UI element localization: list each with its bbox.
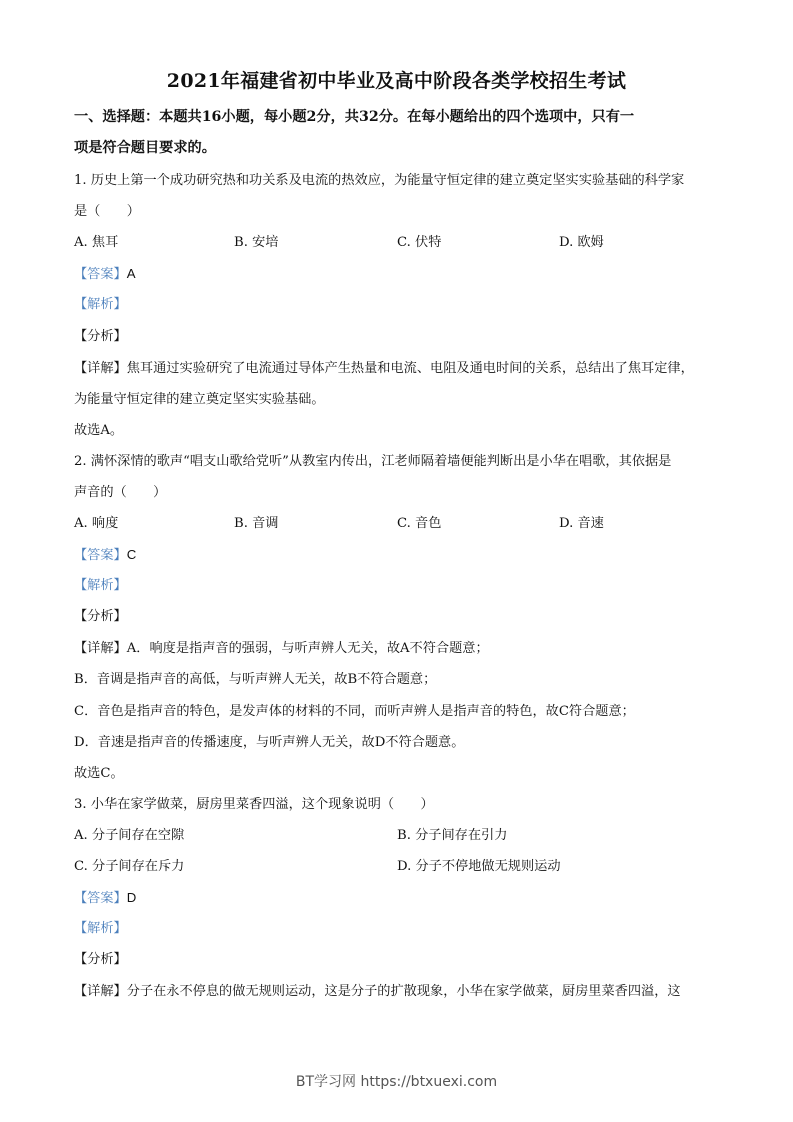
q3-option-a: A. 分子间存在空隙 [74,828,185,843]
q2-detail-line1: 【详解】A．响度是指声音的强弱，与听声辨人无关，故A不符合题意； [74,641,489,656]
q3-stem-line1: 3. 小华在家学做菜，厨房里菜香四溢，这个现象说明（ ） [74,797,434,812]
q1-jiexi-label: 【解析】 [74,297,127,312]
q3-detail-line1: 【详解】分子在永不停息的做无规则运动，这是分子的扩散现象，小华在家学做菜，厨房里菜香四溢，这 [74,984,681,999]
q3-answer [74,889,136,908]
q2-option-b: B. 音调 [234,516,279,531]
q1-option-a: A. 焦耳 [74,235,119,250]
answer-label: 【答案】 [74,548,127,563]
q1-fenxi-label: 【分析】 [74,329,127,344]
q1-option-c: C. 伏特 [397,235,442,250]
answer-label: 【答案】 [74,267,127,282]
detail-label: 【详解】 [74,361,127,376]
q1-stem-line1: 1. 历史上第一个成功研究热和功关系及电流的热效应，为能量守恒定律的建立奠定坚实实验基础的科学家 [74,173,685,188]
answer-value: C [126,547,137,562]
q3-option-b: B. 分子间存在引力 [397,828,508,843]
answer-value: D [126,890,137,905]
q2-option-a: A. 响度 [74,516,119,531]
q2-fenxi-label: 【分析】 [74,609,127,624]
section-heading-line2: 项是符合题目要求的。 [74,140,216,156]
q1-answer [74,265,136,284]
q2-stem-line1: 2. 满怀深情的歌声“唱支山歌给党听”从教室内传出，江老师隔着墙便能判断出是小华在唱歌，其依据是 [74,454,672,469]
q3-jiexi-label: 【解析】 [74,921,127,936]
q1-conclusion: 故选A。 [74,423,124,438]
detail-label: 【详解】 [74,984,127,999]
q3-fenxi-label: 【分析】 [74,952,127,967]
q2-conclusion: 故选C。 [74,766,124,781]
q1-option-d: D. 欧姆 [559,235,604,250]
detail-label: 【详解】 [74,641,127,656]
answer-value: A [126,266,136,281]
q1-detail-line2: 为能量守恒定律的建立奠定坚实实验基础。 [74,392,325,407]
q2-stem-line2: 声音的（ ） [74,485,167,500]
q1-detail-line1: 【详解】焦耳通过实验研究了电流通过导体产生热量和电流、电阻及通电时间的关系，总结出了焦耳定律， [74,361,694,376]
q2-option-d: D. 音速 [559,516,604,531]
q2-option-c: C. 音色 [397,516,442,531]
q3-option-c: C. 分子间存在斥力 [74,859,185,874]
q2-jiexi-label: 【解析】 [74,578,127,593]
q1-stem-line2: 是（ ） [74,204,140,219]
q2-answer [74,546,136,565]
answer-label: 【答案】 [74,891,127,906]
q3-option-d: D. 分子不停地做无规则运动 [397,859,561,874]
q2-detail-line4: D．音速是指声音的传播速度，与听声辨人无关，故D不符合题意。 [74,735,465,750]
q2-detail-line3: C．音色是指声音的特色，是发声体的材料的不同，而听声辨人是指声音的特色，故C符合题意； [74,704,635,719]
footer-watermark: BT学习网 https://btxuexi.com [295,1074,498,1090]
q1-option-b: B. 安培 [234,235,279,250]
q2-detail-line2: B．音调是指声音的高低，与听声辨人无关，故B不符合题意； [74,672,437,687]
page-title: 2021年福建省初中毕业及高中阶段各类学校招生考试 [166,70,627,92]
section-heading-line1: 一、选择题：本题共16小题，每小题2分，共32分。在每小题给出的四个选项中，只有一 [74,109,635,125]
